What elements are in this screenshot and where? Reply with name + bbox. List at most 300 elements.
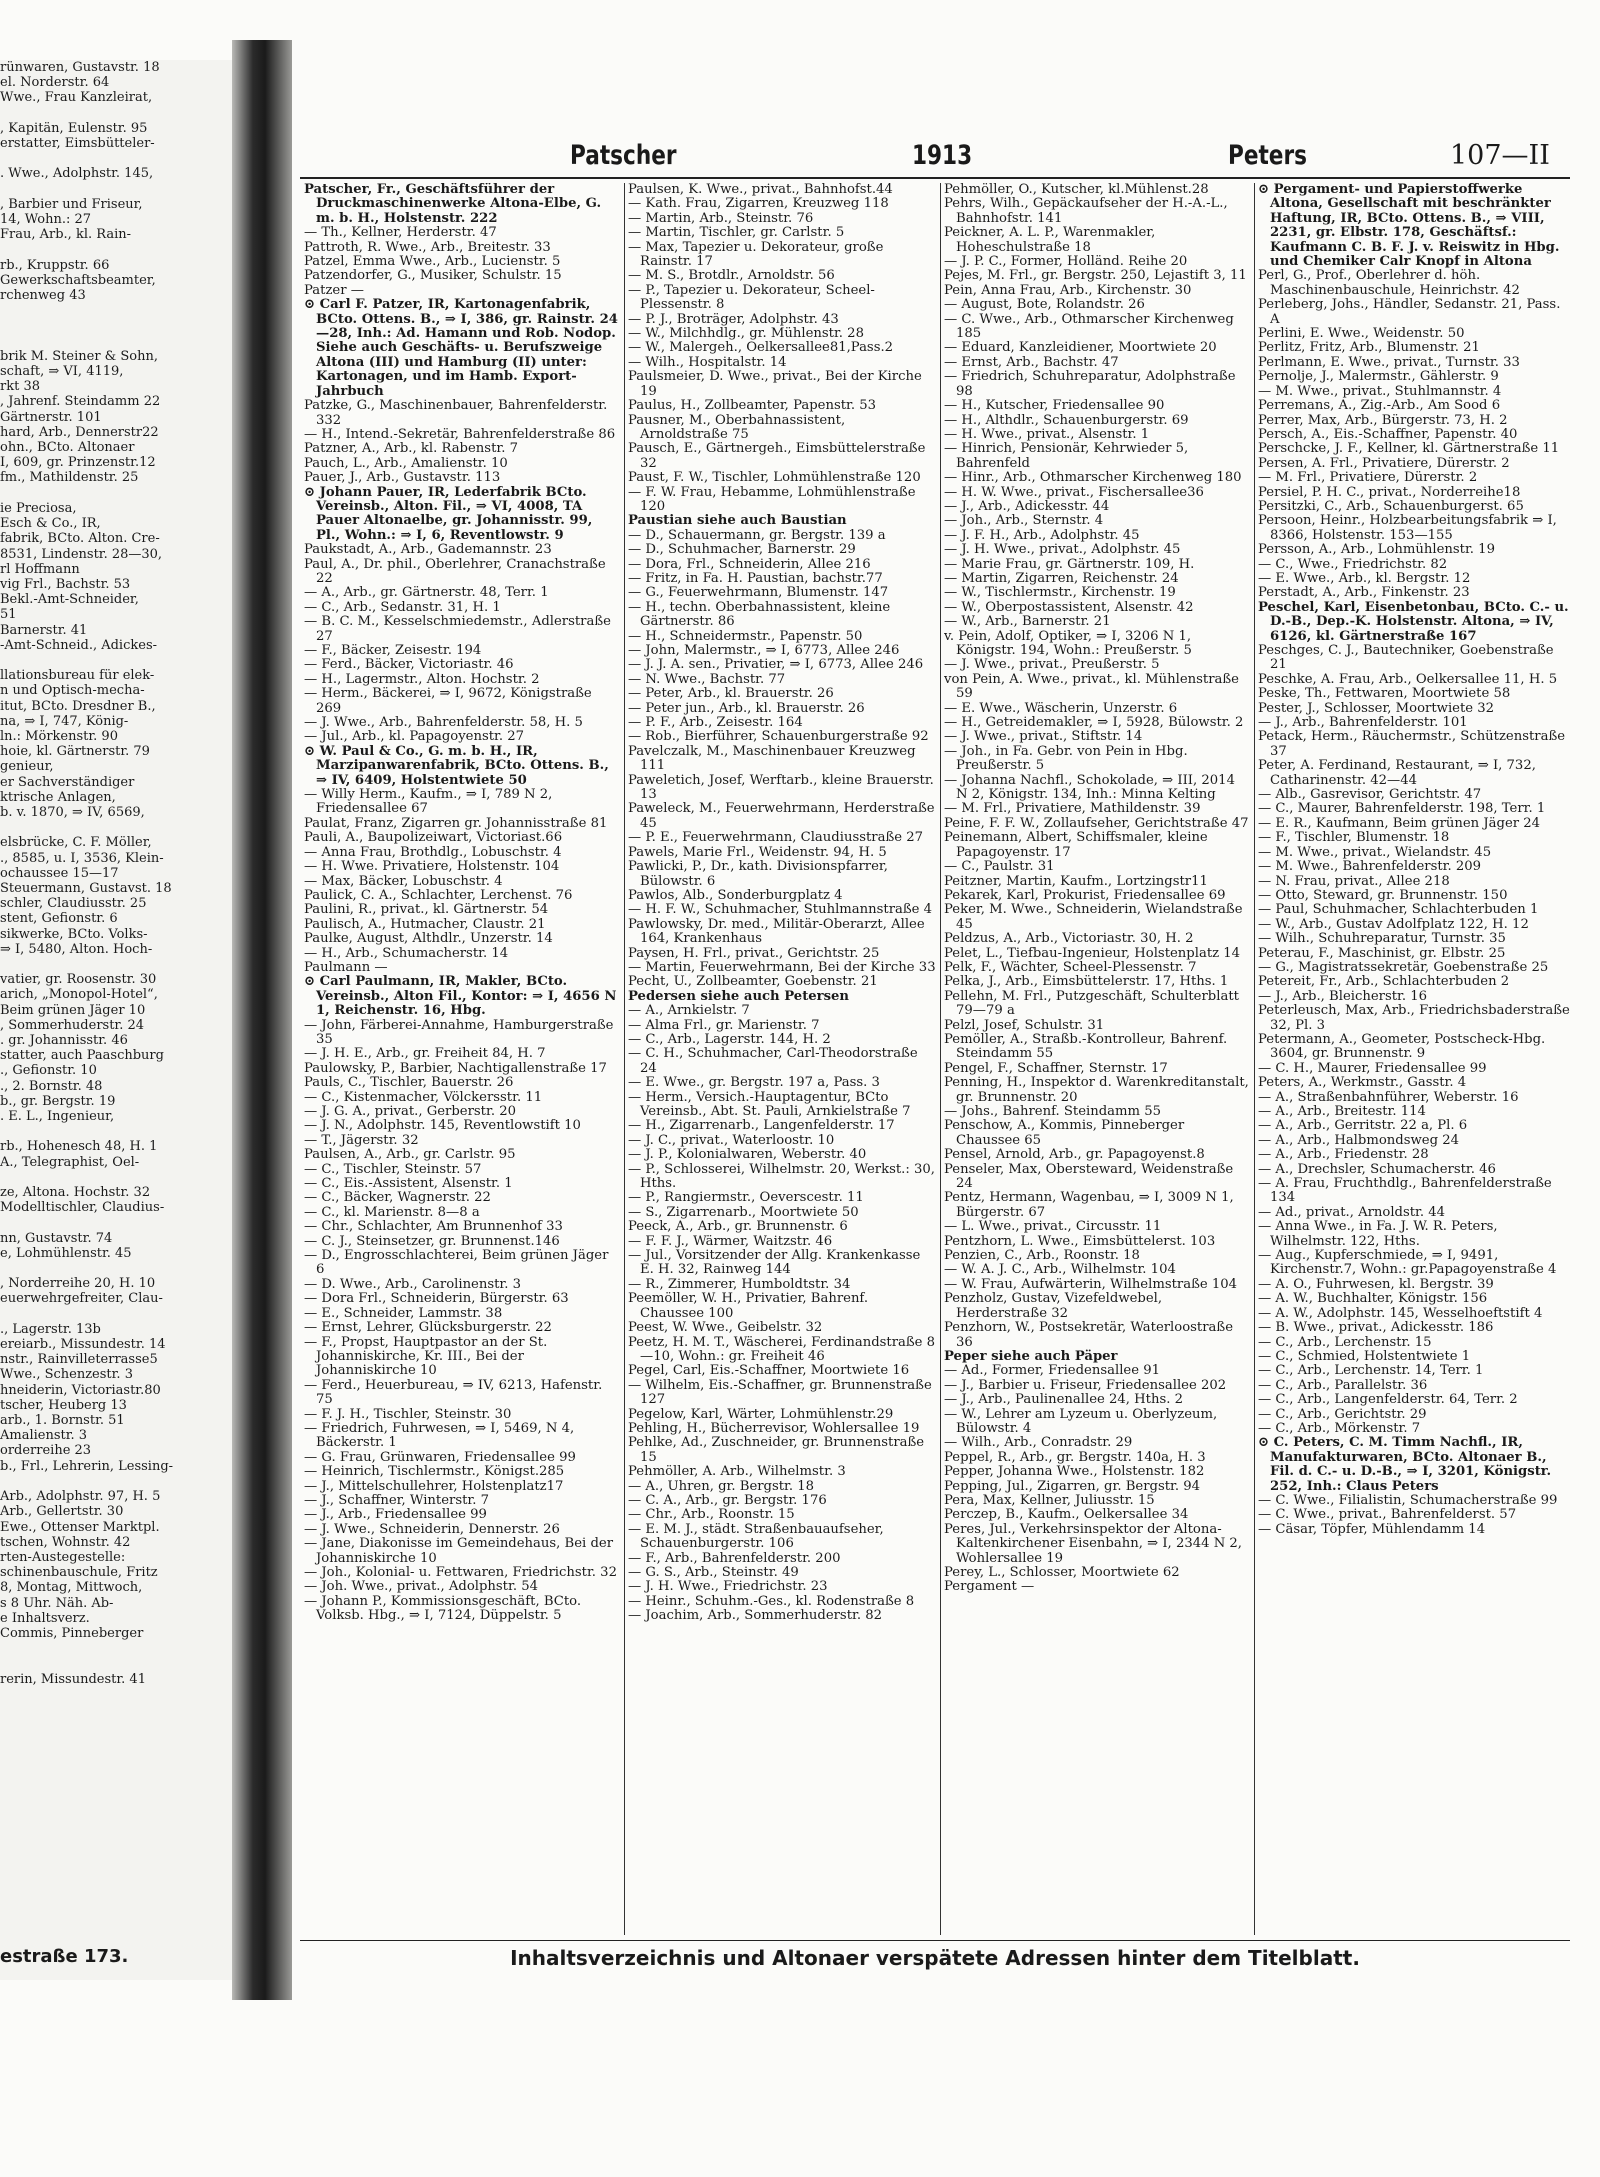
directory-entry: — M. Wwe., Bahrenfelderstr. 209 <box>1258 859 1482 875</box>
directory-entry: — Wilh., Schuhreparatur, Turnstr. 35 <box>1258 931 1506 947</box>
directory-entry: — Martin, Arb., Steinstr. 76 <box>628 210 814 226</box>
directory-entry: Pehmöller, O., Kutscher, kl.Mühlenst.28 <box>944 183 1209 197</box>
directory-entry: — W., Tischlermstr., Kirchenstr. 19 <box>944 585 1176 601</box>
left-strip-line <box>0 303 232 318</box>
directory-entry: Penzhorn, W., Postsekretär, Waterloostraße 36 <box>944 1320 1233 1350</box>
directory-entry: Patscher, Fr., Geschäftsführer der Druckmaschinenwerke Altona-Elbe, G. m. b. H., Holstenstr. 222 <box>304 183 602 226</box>
directory-entry: — D. Wwe., Arb., Carolinenstr. 3 <box>304 1276 522 1292</box>
directory-entry: — Peter jun., Arb., kl. Brauerstr. 26 <box>628 700 865 716</box>
directory-entry: — E. Wwe., gr. Bergstr. 197 a, Pass. 3 <box>628 1075 880 1091</box>
directory-entry: — C. Wwe., Arb., Othmarscher Kirchenweg 185 <box>944 311 1234 342</box>
left-strip-line <box>0 334 232 349</box>
directory-entry: Patzner, A., Arb., kl. Rabenstr. 7 <box>304 441 518 457</box>
directory-entry: — J. G. A., privat., Gerberstr. 20 <box>304 1104 517 1119</box>
left-strip-line: b., Frl., Lehrerin, Lessing- <box>0 1458 174 1474</box>
directory-entry: Persoon, Heinr., Holzbearbeitungsfabrik ⇒ I, 8366, Holstenstr. 153—155 <box>1258 513 1557 543</box>
left-strip-line: rerin, Missundestr. 41 <box>0 1671 146 1687</box>
left-strip-line: ., 8585, u. I, 3536, Klein- <box>0 850 164 866</box>
directory-entry: Pelzl, Josef, Schulstr. 31 <box>944 1017 1105 1033</box>
directory-entry: — J., Arb., Friedensallee 99 <box>304 1507 487 1523</box>
left-strip-line: ktrische Anlagen, <box>0 789 116 805</box>
left-strip-line <box>0 318 232 333</box>
column-divider <box>1254 183 1255 1935</box>
left-strip-line: rl Hoffmann <box>0 561 80 577</box>
directory-entry: — Jul., Vorsitzender der Allg. Krankenkasse E. H. 32, Rainweg 144 <box>628 1248 921 1278</box>
directory-entry: Paulick, C. A., Schlachter, Lerchenst. 76 <box>304 887 573 903</box>
directory-entry: — R., Zimmerer, Humboldtstr. 34 <box>628 1276 851 1292</box>
directory-entry: — G. Frau, Grünwaren, Friedensallee 99 <box>304 1449 576 1465</box>
directory-entry: Persiel, P. H. C., privat., Norderreihe18 <box>1258 484 1521 500</box>
directory-entry: Pekarek, Karl, Prokurist, Friedensallee 69 <box>944 887 1226 903</box>
directory-entry: — F., Bäcker, Zeisestr. 194 <box>304 643 482 658</box>
directory-entry: — Friedrich, Fuhrwesen, ⇒ I, 5469, N 4, Bäckerstr. 1 <box>304 1420 575 1451</box>
page-header <box>300 140 1570 180</box>
left-strip-line <box>0 957 232 972</box>
directory-entry: — Johs., Bahrenf. Steindamm 55 <box>944 1104 1162 1119</box>
directory-entry: — J., Barbier u. Friseur, Friedensallee 202 <box>944 1377 1227 1393</box>
directory-entry: Paulus, H., Zollbeamter, Papenstr. 53 <box>628 398 877 414</box>
directory-entry: Patzer — <box>304 282 364 298</box>
left-strip-line <box>0 182 232 197</box>
directory-entry: — M. Wwe., privat., Stuhlmannstr. 4 <box>1258 383 1502 399</box>
directory-entry: Pejes, M. Frl., gr. Bergstr. 250, Lejastift 3, 11 <box>944 268 1247 284</box>
left-strip-line: el. Norderstr. 64 <box>0 75 110 91</box>
left-strip-line: er Sachverständiger <box>0 774 135 790</box>
directory-entry: Pauls, C., Tischler, Bauerstr. 26 <box>304 1075 514 1091</box>
directory-entry: — C. A., Arb., gr. Bergstr. 176 <box>628 1492 827 1508</box>
directory-entry: Peschel, Karl, Eisenbetonbau, BCto. C.- u. D.-B., Dep.-K. Holstenstr. Altona, ⇒ IV, 6126, kl. Gärtnerstraße 167 <box>1258 599 1569 644</box>
directory-entry: — W., Milchhdlg., gr. Mühlenstr. 28 <box>628 326 864 342</box>
directory-entry: — Dora, Frl., Schneiderin, Allee 216 <box>628 556 871 572</box>
directory-column-2 <box>628 183 936 1943</box>
directory-entry: — A., Arb., Gerritstr. 22 a, Pl. 6 <box>1258 1118 1468 1134</box>
directory-entry: — H., Getreidemakler, ⇒ I, 5928, Bülowstr. 2 <box>944 715 1244 731</box>
directory-entry: — W., Arb., Barnerstr. 21 <box>944 614 1111 630</box>
directory-entry: — J., Arb., Paulinenallee 24, Hths. 2 <box>944 1392 1184 1408</box>
left-strip-line: 14, Wohn.: 27 <box>0 212 92 228</box>
directory-entry: — Peter, Arb., kl. Brauerstr. 26 <box>628 686 834 702</box>
directory-entry: — Max, Tapezier u. Dekorateur, große Rainstr. 17 <box>628 239 884 270</box>
left-strip-line <box>0 1124 232 1139</box>
left-strip-line: ohn., BCto. Altonaer <box>0 440 135 456</box>
directory-entry: — C. H., Maurer, Friedensallee 99 <box>1258 1060 1487 1076</box>
directory-entry: — H., Arb., Schumacherstr. 14 <box>304 945 509 961</box>
directory-entry: Paust, F. W., Tischler, Lohmühlenstraße 120 <box>628 470 921 486</box>
directory-entry: — J. F. H., Arb., Adolphstr. 45 <box>944 527 1140 543</box>
directory-entry: Pergament — <box>944 1579 1035 1595</box>
directory-entry: — A., Straßenbahnführer, Weberstr. 16 <box>1258 1089 1519 1105</box>
directory-entry: — F., Arb., Bahrenfelderstr. 200 <box>628 1550 841 1566</box>
directory-entry: Peinemann, Albert, Schiffsmaler, kleine Papagoyenstr. 17 <box>944 830 1208 860</box>
directory-entry: Peterleusch, Max, Arb., Friedrichsbaderstraße 32, Pl. 3 <box>1258 1003 1570 1033</box>
left-strip-line: nstr., Rainvilleterrasse5 <box>0 1352 158 1368</box>
left-strip-line: llationsbureau für elek- <box>0 668 155 684</box>
directory-entry: — Joh. Wwe., privat., Adolphstr. 54 <box>304 1579 538 1595</box>
directory-entry: — C., Arb., Sedanstr. 31, H. 1 <box>304 599 501 615</box>
left-strip-line: , Kapitän, Eulenstr. 95 <box>0 120 148 136</box>
left-strip-line: Gärtnerstr. 101 <box>0 409 102 425</box>
directory-entry: von Pein, A. Wwe., privat., kl. Mühlenstraße 59 <box>944 671 1239 702</box>
directory-entry: Paukstadt, A., Arb., Gademannstr. 23 <box>304 542 552 558</box>
directory-entry: Pehling, H., Bücherrevisor, Wohlersallee 19 <box>628 1420 920 1436</box>
left-strip-line <box>0 486 232 501</box>
directory-entry: — C., Arb., Lerchenstr. 15 <box>1258 1334 1432 1350</box>
left-strip-line: vig Frl., Bachstr. 53 <box>0 576 131 592</box>
directory-entry: Pein, Anna Frau, Arb., Kirchenstr. 30 <box>944 282 1192 298</box>
directory-entry: — Wilh., Hospitalstr. 14 <box>628 354 787 370</box>
directory-entry: Pernolje, J., Malermstr., Gählerstr. 9 <box>1258 369 1499 385</box>
directory-entry: Peitzner, Martin, Kaufm., Lortzingstr11 <box>944 873 1208 889</box>
directory-entry: — J. P. C., Former, Holländ. Reihe 20 <box>944 254 1188 270</box>
directory-entry: — Jul., Arb., kl. Papagoyenstr. 27 <box>304 729 525 745</box>
header-left-word: Patscher <box>570 140 677 171</box>
directory-entry: — J. P., Kolonialwaren, Weberstr. 40 <box>628 1147 867 1163</box>
directory-entry: — A., Arb., Breitestr. 114 <box>1258 1104 1426 1119</box>
directory-entry: — E. Wwe., Arb., kl. Bergstr. 12 <box>1258 570 1471 586</box>
directory-entry: Peest, W. Wwe., Geibelstr. 32 <box>628 1320 823 1336</box>
directory-entry: — F. J. H., Tischler, Steinstr. 30 <box>304 1406 512 1422</box>
directory-entry: — C., Arb., Parallelstr. 36 <box>1258 1377 1428 1393</box>
column-divider <box>940 183 941 1935</box>
directory-entry: — A. W., Adolphstr. 145, Wesselhoeftstift 4 <box>1258 1305 1543 1321</box>
directory-entry: — N. Wwe., Bachstr. 77 <box>628 671 786 687</box>
directory-entry: — Martin, Tischler, gr. Carlstr. 5 <box>628 225 845 241</box>
directory-entry: — J. H. Wwe., Friedrichstr. 23 <box>628 1579 828 1595</box>
left-strip-line: rb., Hohenesch 48, H. 1 <box>0 1139 158 1155</box>
left-strip-line: nn, Gustavstr. 74 <box>0 1230 113 1246</box>
directory-entry: — Alma Frl., gr. Marienstr. 7 <box>628 1017 820 1033</box>
left-strip-line: elsbrücke, C. F. Möller, <box>0 835 152 851</box>
left-strip-line <box>0 106 232 121</box>
directory-entry: Pecht, U., Zollbeamter, Goebenstr. 21 <box>628 974 878 990</box>
directory-entry: Paulisch, A., Hutmacher, Claustr. 21 <box>304 916 546 932</box>
directory-entry: Perremans, A., Zig.-Arb., Am Sood 6 <box>1258 398 1501 414</box>
directory-entry: Pester, J., Schlosser, Moortwiete 32 <box>1258 700 1495 716</box>
directory-entry: Pelet, L., Tiefbau-Ingenieur, Holstenplatz 14 <box>944 945 1241 961</box>
directory-entry: — Ad., privat., Arnoldstr. 44 <box>1258 1204 1446 1220</box>
directory-entry: — W. Frau, Aufwärterin, Wilhelmstraße 104 <box>944 1276 1238 1292</box>
directory-entry: Pauli, A., Baupolizeiwart, Victoriast.66 <box>304 830 563 846</box>
left-strip-line <box>0 1215 232 1230</box>
directory-entry: — H., Kutscher, Friedensallee 90 <box>944 398 1165 414</box>
directory-entry: — Ad., Former, Friedensallee 91 <box>944 1363 1161 1379</box>
directory-entry: Pellehn, M. Frl., Putzgeschäft, Schulterblatt 79—79 a <box>944 988 1239 1019</box>
left-strip-line: schinenbauschule, Fritz <box>0 1565 158 1581</box>
directory-entry: — P. E., Feuerwehrmann, Claudiusstraße 27 <box>628 830 924 846</box>
directory-entry: — Johanna Nachfl., Schokolade, ⇒ III, 2014 N 2, Königstr. 134, Inh.: Minna Kelting <box>944 772 1235 803</box>
directory-entry: — Eduard, Kanzleidiener, Moortwiete 20 <box>944 340 1217 356</box>
left-strip-line: orderreihe 23 <box>0 1443 92 1459</box>
directory-entry: — August, Bote, Rolandstr. 26 <box>944 297 1145 313</box>
left-strip-line: sikwerke, BCto. Volks- <box>0 926 148 942</box>
directory-entry: Persitzki, C., Arb., Schauenburgerst. 65 <box>1258 498 1524 514</box>
header-right-word: Peters <box>1228 140 1307 171</box>
directory-entry: Patzendorfer, G., Musiker, Schulstr. 15 <box>304 268 562 284</box>
directory-entry: — C., Arb., Mörkenstr. 7 <box>1258 1420 1421 1436</box>
directory-entry: — H., Althdlr., Schauenburgerstr. 69 <box>944 412 1189 428</box>
left-strip-line: b. v. 1870, ⇒ IV, 6569, <box>0 804 145 820</box>
directory-entry: — M. Wwe., privat., Wielandstr. 45 <box>1258 844 1492 860</box>
directory-column-1 <box>304 183 618 1943</box>
directory-entry: — C., Arb., Gerichtstr. 29 <box>1258 1406 1427 1422</box>
directory-entry: Penning, H., Inspektor d. Warenkreditanstalt, gr. Brunnenstr. 20 <box>944 1075 1249 1105</box>
left-page-footer: estraße 173. <box>0 1946 129 1967</box>
directory-entry: Paweletich, Josef, Werftarb., kleine Brauerstr. 13 <box>628 772 934 803</box>
directory-entry: — A., Arb., Friedenstr. 28 <box>1258 1147 1429 1163</box>
left-strip-line <box>0 242 232 257</box>
left-strip-line: arb., 1. Bornstr. 51 <box>0 1413 125 1429</box>
directory-entry: — Hinrich, Pensionär, Kehrwieder 5, Bahrenfeld <box>944 441 1189 471</box>
directory-entry: — C., Eis.-Assistent, Alsenstr. 1 <box>304 1176 513 1192</box>
directory-entry: — John, Färberei-Annahme, Hamburgerstraße 35 <box>304 1017 614 1047</box>
directory-entry: — Anna Wwe., in Fa. J. W. R. Peters, Wilhelmstr. 122, Hths. <box>1258 1219 1498 1249</box>
left-strip-line: Commis, Pinneberger <box>0 1625 144 1641</box>
directory-entry: ⊙ Carl Paulmann, IR, Makler, BCto. Vereinsb., Alton Fil., Kontor: ⇒ I, 4656 N 1, Reichenstr. 16, Hbg. <box>304 974 617 1019</box>
book-gutter <box>232 40 292 2000</box>
left-strip-line: Ewe., Ottenser Marktpl. <box>0 1519 160 1535</box>
left-strip-line: schler, Claudiusstr. 25 <box>0 896 147 912</box>
directory-entry: Perrer, Max, Arb., Bürgerstr. 73, H. 2 <box>1258 412 1508 428</box>
directory-entry: Perey, L., Schlosser, Moortwiete 62 <box>944 1565 1180 1580</box>
directory-entry: — C., Maurer, Bahrenfelderstr. 198, Terr. 1 <box>1258 801 1546 817</box>
directory-entry: Penseler, Max, Obersteward, Weidenstraße 24 <box>944 1161 1234 1192</box>
left-strip-line: Esch & Co., IR, <box>0 516 101 532</box>
directory-entry: ⊙ Pergament- und Papierstoffwerke Altona, Gesellschaft mit beschränkter Haftung, IR, BCto. Ottens. B., ⇒ VIII, 2231, gr. Elbstr. 178, Geschäftsf.: Kaufmann C. B. F. J. v. Reiswitz in Hbg. und Chemiker Calr Knopf in Altona <box>1258 183 1560 270</box>
directory-entry: Pepping, Jul., Zigarren, gr. Bergstr. 94 <box>944 1478 1201 1494</box>
directory-entry: Pauch, L., Arb., Amalienstr. 10 <box>304 455 508 471</box>
left-strip-line: schaft, ⇒ VI, 4119, <box>0 364 124 380</box>
left-strip-line: . gr. Johannisstr. 46 <box>0 1033 128 1048</box>
directory-entry: Peres, Jul., Verkehrsinspektor der Altona-Kaltenkirchener Eisenbahn, ⇒ I, 2344 N 2, Wohlersallee 19 <box>944 1521 1243 1566</box>
directory-entry: Petereit, Fr., Arb., Schlachterbuden 2 <box>1258 974 1510 990</box>
directory-entry: — Dora Frl., Schneiderin, Bürgerstr. 63 <box>304 1291 569 1307</box>
directory-entry: Penschow, A., Kommis, Pinneberger Chaussee 65 <box>944 1118 1185 1148</box>
left-strip-line: -Amt-Schneid., Adickes- <box>0 637 158 653</box>
left-strip-line: I, 609, gr. Prinzenstr.12 <box>0 455 156 471</box>
directory-entry: Petermann, A., Geometer, Postscheck-Hbg. 3604, gr. Brunnenstr. 9 <box>1258 1031 1546 1062</box>
directory-entry: Peper siehe auch Päper <box>944 1348 1118 1364</box>
directory-entry: Pentz, Hermann, Wagenbau, ⇒ I, 3009 N 1, Bürgerstr. 67 <box>944 1190 1234 1220</box>
left-strip-line <box>0 151 232 166</box>
directory-entry: — T., Jägerstr. 32 <box>304 1132 419 1148</box>
header-rule <box>300 177 1570 179</box>
directory-entry: — Rob., Bierführer, Schauenburgerstraße 92 <box>628 729 929 745</box>
directory-entry: — W., Malergeh., Oelkersallee81,Pass.2 <box>628 340 894 356</box>
directory-entry: — Anna Frau, Brothdlg., Lobuschstr. 4 <box>304 844 562 860</box>
left-strip-line: fm., Mathildenstr. 25 <box>0 470 139 486</box>
left-strip-line: Bekl.-Amt-Schneider, <box>0 592 139 608</box>
directory-entry: Paysen, H. Frl., privat., Gerichtstr. 25 <box>628 945 880 961</box>
left-strip-line: stent, Gefionstr. 6 <box>0 911 118 927</box>
directory-entry: — D., Schuhmacher, Barnerstr. 29 <box>628 542 856 558</box>
directory-entry: — Martin, Feuerwehrmann, Bei der Kirche 33 <box>628 959 936 975</box>
directory-entry: — C., kl. Marienstr. 8—8 a <box>304 1204 480 1220</box>
directory-entry: — Heinrich, Tischlermstr., Königst.285 <box>304 1464 565 1480</box>
directory-entry: — Cäsar, Töpfer, Mühlendamm 14 <box>1258 1521 1486 1537</box>
directory-entry: Pawlos, Alb., Sonderburgplatz 4 <box>628 887 843 903</box>
directory-entry: Pausch, E., Gärtnergeh., Eimsbüttelerstraße 32 <box>628 441 926 471</box>
directory-entry: Peker, M. Wwe., Schneiderin, Wielandstraße 45 <box>944 902 1243 932</box>
directory-entry: Pawlicki, P., Dr., kath. Divisionspfarrer, Bülowstr. 6 <box>628 859 888 889</box>
left-strip-line: brik M. Steiner & Sohn, <box>0 348 158 364</box>
directory-entry: Persson, A., Arb., Lohmühlenstr. 19 <box>1258 542 1495 558</box>
left-strip-line: Gewerkschaftsbeamter, <box>0 272 156 288</box>
left-strip-line: rchenweg 43 <box>0 288 86 304</box>
left-strip-line: rkt 38 <box>0 379 40 395</box>
directory-entry: Pauer, J., Arb., Gustavstr. 113 <box>304 470 501 486</box>
left-strip-line: statter, auch Paaschburg <box>0 1048 164 1064</box>
left-strip-line: Steuermann, Gustavst. 18 <box>0 880 172 896</box>
footer-rule <box>300 1940 1570 1941</box>
left-strip-line: ie Preciosa, <box>0 500 77 516</box>
left-strip-line <box>0 1474 232 1489</box>
directory-entry: — Aug., Kupferschmiede, ⇒ I, 9491, Kirchenstr.7, Wohn.: gr.Papagoyenstraße 4 <box>1258 1248 1557 1278</box>
left-strip-line: 51 <box>0 607 17 623</box>
directory-entry: — H., Lagermstr., Alton. Hochstr. 2 <box>304 671 540 687</box>
directory-entry: Pentzhorn, L. Wwe., Eimsbüttelerst. 103 <box>944 1233 1216 1249</box>
directory-entry: — Wilh., Arb., Conradstr. 29 <box>944 1435 1133 1451</box>
left-strip-line: Wwe., Frau Kanzleirat, <box>0 90 153 106</box>
directory-entry: — C. Wwe., Filialistin, Schumacherstraße 99 <box>1258 1492 1558 1508</box>
left-strip-line: Barnerstr. 41 <box>0 622 88 638</box>
directory-entry: — A., Uhren, gr. Bergstr. 18 <box>628 1478 815 1494</box>
left-strip-line: hard, Arb., Dennerstr22 <box>0 424 159 440</box>
directory-entry: — B. Wwe., privat., Adickesstr. 186 <box>1258 1320 1494 1336</box>
directory-entry: Pengel, F., Schaffner, Sternstr. 17 <box>944 1060 1168 1076</box>
directory-entry: — Paul, Schuhmacher, Schlachterbuden 1 <box>1258 902 1539 918</box>
directory-entry: — C. H., Schuhmacher, Carl-Theodorstraße 24 <box>628 1046 918 1076</box>
directory-entry: — M. Frl., Privatiere, Mathildenstr. 39 <box>944 801 1201 817</box>
left-strip-line: tscher, Heuberg 13 <box>0 1397 127 1413</box>
directory-entry: Paul, A., Dr. phil., Oberlehrer, Cranachstraße 22 <box>304 556 606 586</box>
directory-entry: — S., Zigarrenarb., Moortwiete 50 <box>628 1204 859 1220</box>
directory-entry: Pehlke, Ad., Zuschneider, gr. Brunnenstraße 15 <box>628 1435 925 1465</box>
directory-entry: Pelk, F., Wächter, Scheel-Plessenstr. 7 <box>944 959 1197 975</box>
left-strip-line: rb., Kruppstr. 66 <box>0 257 110 273</box>
directory-entry: — Ernst, Lehrer, Glücksburgerstr. 22 <box>304 1320 552 1336</box>
directory-entry: — Alb., Gasrevisor, Gerichtstr. 47 <box>1258 787 1482 803</box>
directory-entry: Peppel, R., Arb., gr. Bergstr. 140a, H. 3 <box>944 1449 1206 1465</box>
directory-entry: — Ernst, Arb., Bachstr. 47 <box>944 354 1119 370</box>
directory-entry: — Martin, Zigarren, Reichenstr. 24 <box>944 570 1179 586</box>
left-strip-line: erstatter, Eimsbütteler- <box>0 136 155 152</box>
directory-entry: v. Pein, Adolf, Optiker, ⇒ I, 3206 N 1, Königstr. 194, Wohn.: Preußerstr. 5 <box>944 628 1192 658</box>
directory-entry: — C. J., Steinsetzer, gr. Brunnenst.146 <box>304 1233 560 1249</box>
directory-entry: — D., Schauermann, gr. Bergstr. 139 a <box>628 527 886 543</box>
directory-entry: Peetz, H. M. T., Wäscherei, Ferdinandstraße 8—10, Wohn.: gr. Freiheit 46 <box>628 1334 936 1364</box>
directory-entry: — A., Arb., Halbmondsweg 24 <box>1258 1132 1459 1148</box>
directory-entry: Pemöller, A., Straßb.-Kontrolleur, Bahrenf. Steindamm 55 <box>944 1031 1228 1062</box>
left-strip-line: . Wwe., Adolphstr. 145, <box>0 166 154 182</box>
directory-entry: — A. Frau, Fruchthdlg., Bahrenfelderstraße 134 <box>1258 1176 1552 1206</box>
directory-entry: — J. J. A. sen., Privatier, ⇒ I, 6773, Allee 246 <box>628 657 924 673</box>
directory-entry: — N. Frau, privat., Allee 218 <box>1258 873 1450 889</box>
left-strip-line: euerwehrgefreiter, Clau- <box>0 1291 163 1307</box>
directory-entry: Petack, Herm., Räuchermstr., Schützenstraße 37 <box>1258 729 1566 759</box>
directory-entry: — D., Engrosschlachterei, Beim grünen Jäger 6 <box>304 1248 609 1278</box>
directory-entry: Paulsen, A., Arb., gr. Carlstr. 95 <box>304 1147 516 1163</box>
directory-entry: Paweleck, M., Feuerwehrmann, Herderstraße 45 <box>628 801 935 831</box>
directory-entry: ⊙ W. Paul & Co., G. m. b. H., IR, Marzipanwarenfabrik, BCto. Ottens. B., ⇒ IV, 6409, Holstentwiete 50 <box>304 743 609 788</box>
left-strip-line: n und Optisch-mecha- <box>0 683 145 699</box>
directory-entry: Pawels, Marie Frl., Weidenstr. 94, H. 5 <box>628 844 887 860</box>
left-strip-line <box>0 1641 232 1656</box>
left-strip-line: Beim grünen Jäger 10 <box>0 1002 146 1018</box>
directory-entry: — F. F. J., Wärmer, Waitzstr. 46 <box>628 1233 833 1249</box>
directory-entry: Peters, A., Werkmstr., Gasstr. 4 <box>1258 1075 1467 1091</box>
directory-entry: — Ferd., Bäcker, Victoriastr. 46 <box>304 657 514 673</box>
left-strip-line: Arb., Gellertstr. 30 <box>0 1504 124 1520</box>
directory-entry: Pelka, J., Arb., Eimsbüttelerstr. 17, Hths. 1 <box>944 974 1229 990</box>
directory-entry: — J., Arb., Bleicherstr. 16 <box>1258 988 1428 1004</box>
directory-entry: — C. Wwe., privat., Bahrenfelderst. 57 <box>1258 1507 1517 1523</box>
directory-entry: Pausner, M., Oberbahnassistent, Arnoldstraße 75 <box>628 412 846 442</box>
directory-entry: — Johann P., Kommissionsgeschäft, BCto. Volksb. Hbg., ⇒ I, 7124, Düppelstr. 5 <box>304 1593 582 1624</box>
directory-entry: — P. J., Broträger, Adolphstr. 43 <box>628 311 839 327</box>
directory-entry: — John, Malermstr., ⇒ I, 6773, Allee 246 <box>628 643 900 658</box>
directory-entry: — H., Intend.-Sekretär, Bahrenfelderstraße 86 <box>304 426 616 442</box>
directory-entry: — C., Tischler, Steinstr. 57 <box>304 1161 482 1177</box>
directory-entry: — Wilhelm, Eis.-Schaffner, gr. Brunnenstraße 127 <box>628 1377 932 1408</box>
directory-entry: Peickner, A. L. P., Warenmakler, Hoheschulstraße 18 <box>944 225 1156 255</box>
left-strip-line: ereiarb., Missundestr. 14 <box>0 1337 166 1353</box>
left-strip-line: , Jahrenf. Steindamm 22 <box>0 394 161 410</box>
directory-entry: Paulat, Franz, Zigarren gr. Johannisstraße 81 <box>304 815 608 831</box>
directory-entry: — P., Rangiermstr., Oeverscestr. 11 <box>628 1190 864 1206</box>
directory-entry: — W. A. J. C., Arb., Wilhelmstr. 104 <box>944 1262 1176 1278</box>
directory-entry: — Friedrich, Schuhreparatur, Adolphstraße 98 <box>944 369 1236 399</box>
directory-entry: — W., Oberpostassistent, Alsenstr. 42 <box>944 599 1194 615</box>
directory-entry: — C., Schmied, Holstentwiete 1 <box>1258 1348 1471 1364</box>
directory-entry: — P., Tapezier u. Dekorateur, Scheel-Plessenstr. 8 <box>628 282 875 313</box>
directory-entry: — Ferd., Heuerbureau, ⇒ IV, 6213, Hafenstr. 75 <box>304 1377 603 1408</box>
directory-entry: Patzel, Emma Wwe., Arb., Lucienstr. 5 <box>304 254 561 270</box>
directory-entry: Peske, Th., Fettwaren, Moortwiete 58 <box>1258 686 1511 702</box>
directory-entry: Paulini, R., privat., kl. Gärtnerstr. 54 <box>304 902 549 918</box>
left-strip-line: ⇒ I, 5480, Alton. Hoch- <box>0 941 153 957</box>
directory-entry: — Fritz, in Fa. H. Paustian, bachstr.77 <box>628 570 883 586</box>
directory-entry: — Chr., Arb., Roonstr. 15 <box>628 1507 795 1523</box>
directory-entry: — C., Kistenmacher, Völckersstr. 11 <box>304 1089 543 1105</box>
directory-entry: — E. R., Kaufmann, Beim grünen Jäger 24 <box>1258 815 1541 831</box>
directory-entry: Perczep, B., Kaufm., Oelkersallee 34 <box>944 1507 1189 1523</box>
directory-entry: — G., Magistratssekretär, Goebenstraße 25 <box>1258 959 1549 975</box>
left-strip-line <box>0 1656 232 1671</box>
left-strip-line: vatier, gr. Roosenstr. 30 <box>0 972 157 988</box>
left-strip-line: ze, Altona. Hochstr. 32 <box>0 1185 151 1201</box>
directory-entry: — Jane, Diakonisse im Gemeindehaus, Bei der Johanniskirche 10 <box>304 1536 614 1566</box>
directory-entry: — H., Zigarrenarb., Langenfelderstr. 17 <box>628 1118 895 1134</box>
directory-entry: — H. Wwe. Privatiere, Holstenstr. 104 <box>304 859 560 875</box>
directory-entry: — A. W., Buchhalter, Königstr. 156 <box>1258 1291 1488 1307</box>
left-strip-line: hneiderin, Victoriastr.80 <box>0 1382 161 1398</box>
directory-entry: Perstadt, A., Arb., Finkenstr. 23 <box>1258 585 1470 601</box>
directory-column-4 <box>1258 183 1570 1943</box>
directory-entry: Peldzus, A., Arb., Victoriastr. 30, H. 2 <box>944 931 1194 947</box>
left-strip-line: itut, BCto. Dresdner B., <box>0 698 156 714</box>
directory-entry: Perlini, E. Wwe., Weidenstr. 50 <box>1258 326 1465 342</box>
directory-entry: Paulmann — <box>304 959 388 975</box>
left-strip-line: ., 2. Bornstr. 48 <box>0 1078 103 1094</box>
directory-entry: — H. Wwe., privat., Alsenstr. 1 <box>944 426 1150 442</box>
directory-entry: — Kath. Frau, Zigarren, Kreuzweg 118 <box>628 196 889 212</box>
directory-entry: — J. N., Adolphstr. 145, Reventlowstift 10 <box>304 1118 581 1134</box>
left-strip-line: arich, „Monopol-Hotel“, <box>0 987 158 1003</box>
directory-entry: — J., Arb., Bahrenfelderstr. 101 <box>1258 715 1468 731</box>
directory-entry: Peter, A. Ferdinand, Restaurant, ⇒ I, 732, Catharinenstr. 42—44 <box>1258 758 1536 788</box>
directory-entry: — J. Wwe., Arb., Bahrenfelderstr. 58, H. 5 <box>304 715 583 731</box>
directory-entry: — F., Propst, Hauptpastor an der St. Johanniskirche, Kr. III., Bei der Johanniskirche 10 <box>304 1334 548 1379</box>
